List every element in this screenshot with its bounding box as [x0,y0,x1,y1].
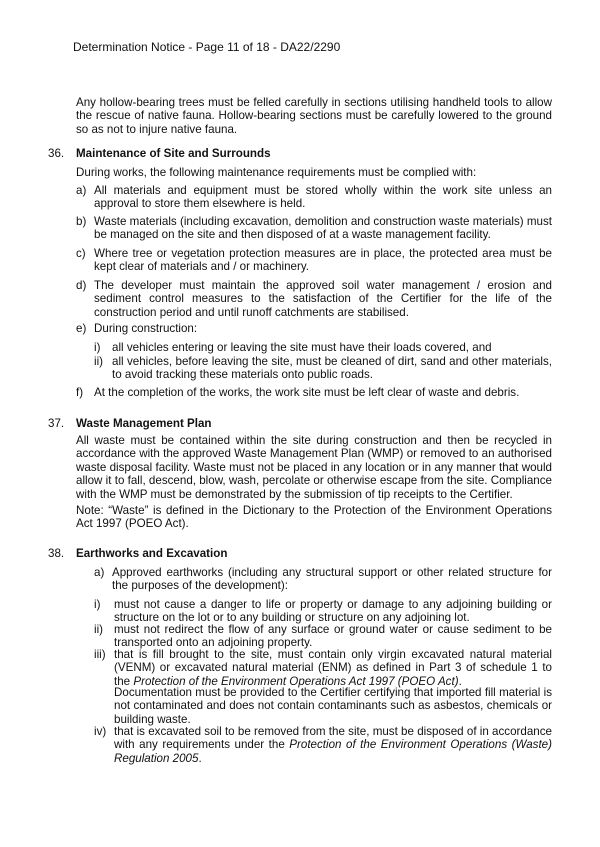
list-marker: iii) [94,648,106,661]
section-36-number: 36. [48,147,65,160]
list-marker: f) [76,386,84,399]
list-marker: i) [94,598,101,611]
list-text: Where tree or vegetation protection measures are in place, the protected area must be kept clear of materials and / or machinery. [94,247,552,274]
list-text: Approved earthworks (including any structural support or other related structure for the purposes of the development): [112,566,552,593]
section-37-title: Waste Management Plan [76,417,212,430]
list-marker: c) [76,247,86,260]
list-text: all vehicles entering or leaving the site must have their loads covered, and [112,341,492,354]
list-marker: iv) [94,725,107,738]
section-38-item-iii-documentation: Documentation must be provided to the Certifier certifying that imported fill material is not contaminated and does not contain contaminants such as asbestos, chemicals or building waste. [114,686,552,726]
list-marker: a) [94,566,105,579]
list-text: that is fill brought to the site, must contain only virgin excavated natural material (VENM) or excavated natural material (ENM) as defined in Part 3 of schedule 1 to the Protection of the Environment Operations Act 1997 (POEO Act). [114,648,552,688]
list-text: that is excavated soil to be removed from the site, must be disposed of in accordance with any requirements under the Protection of the Environment Operations (Waste) Regulation 2005. [114,725,552,765]
list-text: During construction: [94,322,198,335]
section-37-note: Note: “Waste” is defined in the Dictionary to the Protection of the Environment Operations Act 1997 (POEO Act). [76,504,552,531]
list-text: All materials and equipment must be stored wholly within the work site unless an approval to store them elsewhere is held. [94,184,552,211]
list-marker: ii) [94,355,104,368]
list-text: At the completion of the works, the work site must be left clear of waste and debris. [94,386,520,399]
list-marker: d) [76,279,87,292]
section-37-number: 37. [48,417,65,430]
section-37-body: All waste must be contained within the site during construction and then be recycled in accordance with the approved Waste Management Plan (WMP) or removed to an authorised waste disposal facility. Waste must not be placed in any location or in any manner that would allow it to fall, descend, blow, wash, percolate or otherwise escape from the site. Compliance with the WMP must be demonstrated by the submission of tip receipts to the Certifier. [76,434,552,501]
list-marker: b) [76,215,87,228]
list-text: must not redirect the flow of any surface or ground water or cause sediment to be transported onto an adjoining property. [114,623,552,650]
list-text: The developer must maintain the approved soil water management / erosion and sediment control measures to the satisfaction of the Certifier for the life of the construction period and until runoff catchments are stabilised. [94,279,552,319]
list-marker: ii) [94,623,104,636]
list-marker: a) [76,184,87,197]
intro-paragraph: Any hollow-bearing trees must be felled carefully in sections utilising handheld tools to allow the rescue of native fauna. Hollow-bearing sections must be carefully lowered to the ground so as not to injure native fauna. [76,96,552,136]
list-text: Waste materials (including excavation, demolition and construction waste materials) must be managed on the site and then disposed of at a waste management facility. [94,215,552,242]
act-title-italic: Protection of the Environment Operations Act 1997 (POEO Act) [133,674,459,688]
list-text: all vehicles, before leaving the site, must be cleaned of dirt, sand and other materials, to avoid tracking these materials onto public roads. [112,355,552,382]
section-36-title: Maintenance of Site and Surrounds [76,147,271,160]
section-38-number: 38. [48,547,65,560]
page-header: Determination Notice - Page 11 of 18 - DA22/2290 [73,40,341,54]
section-38-title: Earthworks and Excavation [76,547,228,560]
list-marker: e) [76,322,87,335]
list-marker: i) [94,341,101,354]
list-text: must not cause a danger to life or property or damage to any adjoining building or structure on the lot or to any building or structure on any adjoining lot. [114,598,552,625]
regulation-title-italic: Protection of the Environment Operations (Waste) Regulation 2005 [114,738,552,765]
section-36-lead: During works, the following maintenance requirements must be complied with: [76,166,477,179]
